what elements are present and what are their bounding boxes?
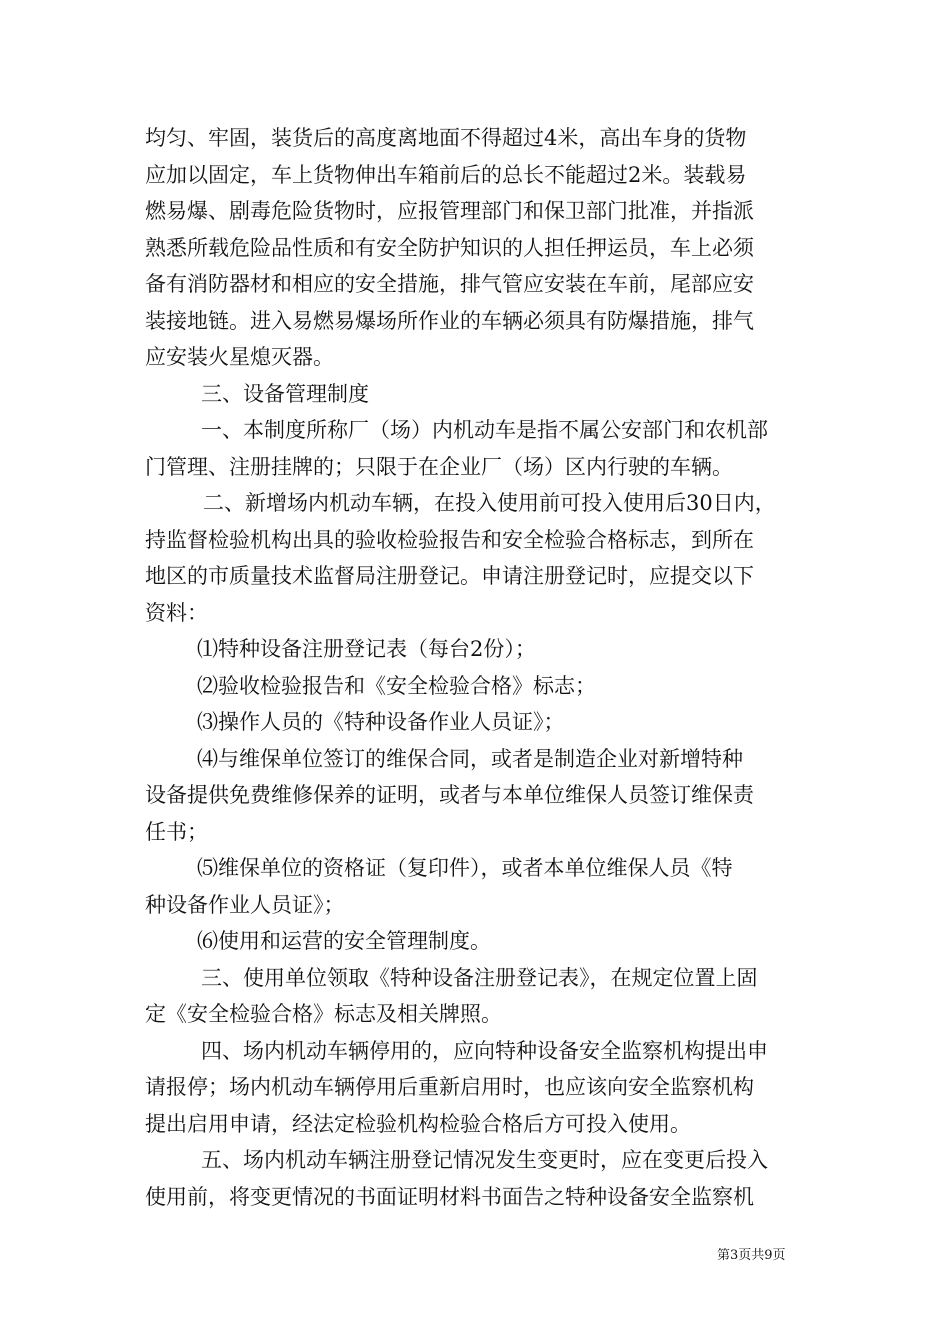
text-line: 请报停；场内机动车辆停用后重新启用时，也应该向安全监察机构 bbox=[145, 1075, 754, 1099]
text-line: 设备提供免费维修保养的证明，或者与本单位维保人员签订维保责 bbox=[145, 783, 754, 807]
document-body bbox=[145, 120, 821, 1215]
text-line: 装接地链。进入易燃易爆场所作业的车辆必须具有防爆措施，排气 bbox=[145, 308, 754, 333]
list-item: ⑵验收检验报告和《安全检验合格》标志； bbox=[197, 673, 596, 698]
text-line: 持监督检验机构出具的验收检验报告和安全检验合格标志，到所在 bbox=[145, 527, 754, 552]
text-line: 燃易爆、剧毒危险货物时，应报管理部门和保卫部门批准，并指派 bbox=[145, 199, 754, 223]
section-heading: 三、设备管理制度 bbox=[201, 381, 369, 406]
text-line: 地区的市质量技术监督局注册登记。申请注册登记时，应提交以下 bbox=[145, 564, 754, 588]
list-item: ⑹使用和运营的安全管理制度。 bbox=[197, 929, 491, 953]
text-line: 二、新增场内机动车辆，在投入使用前可投入使用后30日内， bbox=[203, 491, 776, 515]
list-item: ⑴特种设备注册登记表（每台2份）； bbox=[197, 637, 536, 661]
text-line: 均匀、牢固，装货后的高度离地面不得超过4米，高出车身的货物 bbox=[145, 126, 747, 150]
text-line: 任书； bbox=[145, 819, 208, 844]
text-line: 资料： bbox=[145, 600, 208, 625]
text-line: 种设备作业人员证》； bbox=[145, 892, 345, 917]
list-item: ⑷与维保单位签订的维保合同，或者是制造企业对新增特种 bbox=[197, 746, 743, 771]
text-line: 熟悉所载危险品性质和有安全防护知识的人担任押运员，车上必须 bbox=[145, 235, 754, 260]
text-line: 应加以固定，车上货物伸出车箱前后的总长不能超过2米。装载易 bbox=[145, 162, 747, 187]
text-line: 使用前，将变更情况的书面证明材料书面告之特种设备安全监察机 bbox=[145, 1184, 754, 1209]
text-line: 四、场内机动车辆停用的，应向特种设备安全监察机构提出申 bbox=[201, 1038, 768, 1063]
text-line: 提出启用申请，经法定检验机构检验合格后方可投入使用。 bbox=[145, 1111, 691, 1136]
list-item: ⑸维保单位的资格证（复印件），或者本单位维保人员《特 bbox=[197, 856, 733, 880]
text-line: 门管理、注册挂牌的；只限于在企业厂（场）区内行驶的车辆。 bbox=[145, 454, 733, 479]
text-line: 一、本制度所称厂（场）内机动车是指不属公安部门和农机部 bbox=[201, 418, 768, 442]
text-line: 定《安全检验合格》标志及相关牌照。 bbox=[145, 1002, 502, 1026]
text-line: 三、使用单位领取《特种设备注册登记表》，在规定位置上固 bbox=[201, 965, 758, 990]
text-line: 备有消防器材和相应的安全措施，排气管应安装在车前，尾部应安 bbox=[145, 272, 754, 296]
text-line: 应安装火星熄灭器。 bbox=[145, 345, 334, 369]
page-number-footer: 第3页共9页 bbox=[717, 1248, 786, 1263]
list-item: ⑶操作人员的《特种设备作业人员证》； bbox=[197, 710, 565, 734]
text-line: 五、场内机动车辆注册登记情况发生变更时，应在变更后投入 bbox=[201, 1148, 768, 1172]
